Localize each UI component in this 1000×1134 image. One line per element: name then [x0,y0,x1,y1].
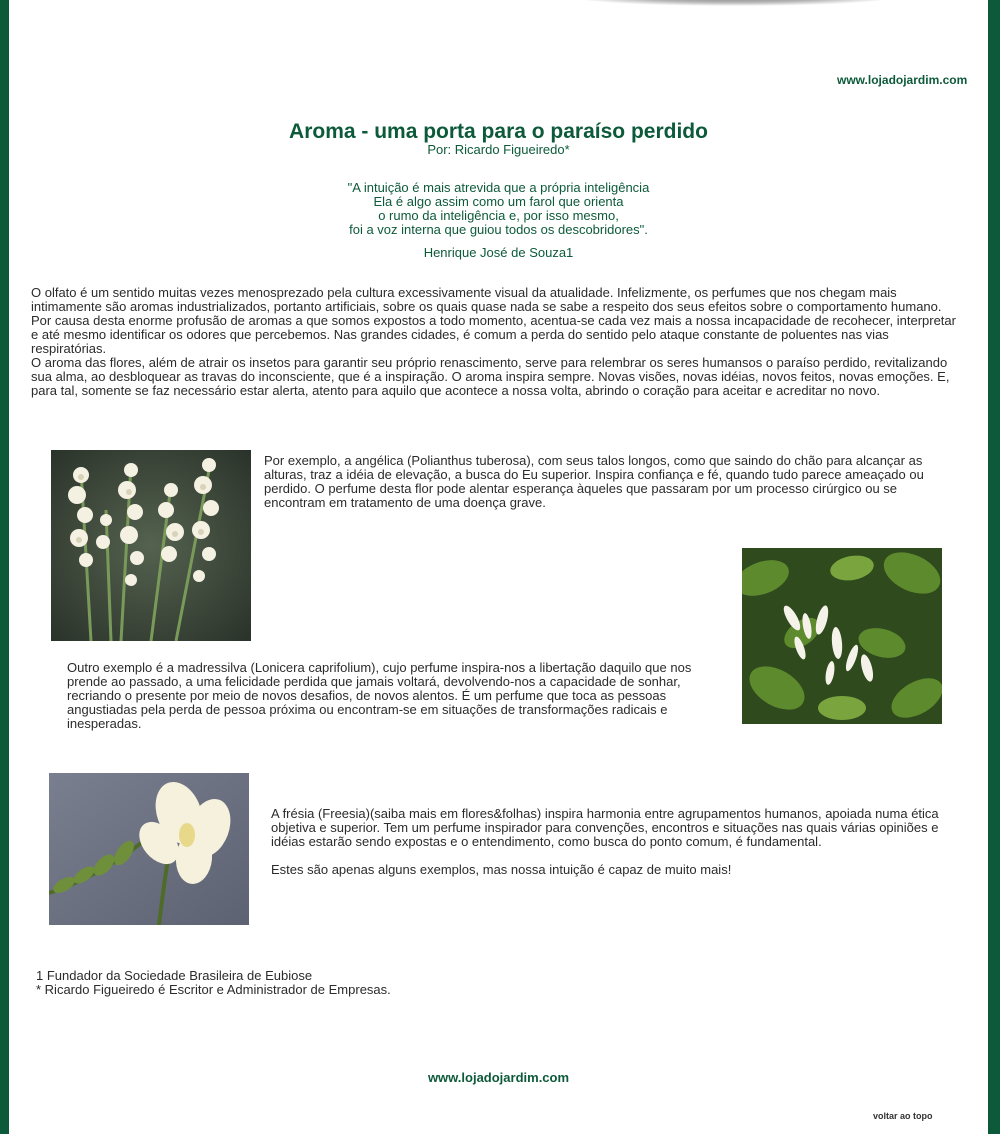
article-title: Aroma - uma porta para o paraíso perdido [289,120,708,143]
intro-paragraph: O olfato é um sentido muitas vezes menosprezado pela cultura excessivamente visual da atualidade. Infelizmente, os perfumes que nos chegam mais intimamente são aromas industrializados, portanto artificiais, sobre os quais quase nada se sabe a respeito dos seus efeitos sobre o comportamento humano. [31,285,942,314]
quote-line: o rumo da inteligência e, por isso mesmo, [378,208,619,223]
quote-line: "A intuição é mais atrevida que a própria inteligência [347,180,650,195]
site-link-bottom[interactable]: www.lojadojardim.com [427,1070,570,1085]
quote-line: Ela é algo assim como um farol que orienta [373,194,624,209]
fresia-text [271,807,946,891]
fresia-flower-photo [49,773,249,925]
intro-paragraph: O aroma das flores, além de atrair os insetos para garantir seu próprio renascimento, serve para relembrar os seres humansos o paraíso perdido, revitalizando sua alma, ao desbloquear as travas do inconsciente, que é a inspiração. O aroma inspira sempre. Novas visões, novas idéias, novos feitos, novas emoções. E, para tal, somente se faz necessário estar alerta, atento para aquilo que acontece a nossa volta, abrindo o coração para aceitar e acreditar no novo. [31,355,950,398]
madressilva-flower-photo [742,548,942,724]
madressilva-paragraph: Outro exemplo é a madressilva (Lonicera caprifolium), cujo perfume inspira-nos a libertação daquilo que nos prende ao passado, a uma felicidade perdida que jamais voltará, devolvendo-nos a capacidade de sonhar, recriando o presente por meio de novos desafios, de novos alentos. É um perfume que toca as pessoas angustiadas pela perda de pessoa próxima ou encontram-se em situações de transformações radicais e inesperadas. [67,660,692,731]
footnotes [36,969,636,997]
angelica-paragraph: Por exemplo, a angélica (Polianthus tuberosa), com seus talos longos, como que saindo do chão para alcançar as alturas, traz a idéia de elevação, a busca do Eu superior. Inspira confiança e fé, quando tudo parece ameaçado ou perdido. O perfume desta flor pode alentar esperança àqueles que passaram por um processo cirúrgico ou se encontram em tratamento de uma doença grave. [264,453,924,510]
intro-paragraph: Por causa desta enorme profusão de aromas a que somos expostos a todo momento, acentua-se cada vez mais a nossa incapacidade de recohecer, interpretar e até mesmo identificar os odores que percebemos. Nas grandes cidades, é comum a perda do sentido pelo ataque constante de poluentes nas vias respiratórias. [31,313,956,356]
quote-line: foi a voz interna que guiou todos os descobridores". [349,222,648,237]
fresia-paragraph: A frésia (Freesia)(saiba mais em flores&folhas) inspira harmonia entre agrupamentos humanos, apoiada numa ética objetiva e superior. Tem um perfume inspirador para convenções, encontros e situações nas quais várias opiniões e idéias estarão sendo expostas e o entendimento, como busca do ponto comum, é fundamental. [271,806,939,849]
header-shadow-decoration [569,0,899,6]
intro-text [31,286,966,398]
page-container [9,0,988,1134]
footnote: * Ricardo Figueiredo é Escritor e Administrador de Empresas. [36,982,391,997]
site-link-top[interactable]: www.lojadojardim.com [837,73,968,87]
epigraph-quote [9,181,988,237]
angelica-flower-photo [51,450,251,641]
closing-paragraph: Estes são apenas alguns exemplos, mas nossa intuição é capaz de muito mais! [271,862,732,877]
quote-author: Henrique José de Souza1 [423,245,574,260]
footnote: 1 Fundador da Sociedade Brasileira de Eubiose [36,968,313,983]
article-byline: Por: Ricardo Figueiredo* [427,142,570,157]
back-to-top-link[interactable]: voltar ao topo [873,1111,933,1121]
